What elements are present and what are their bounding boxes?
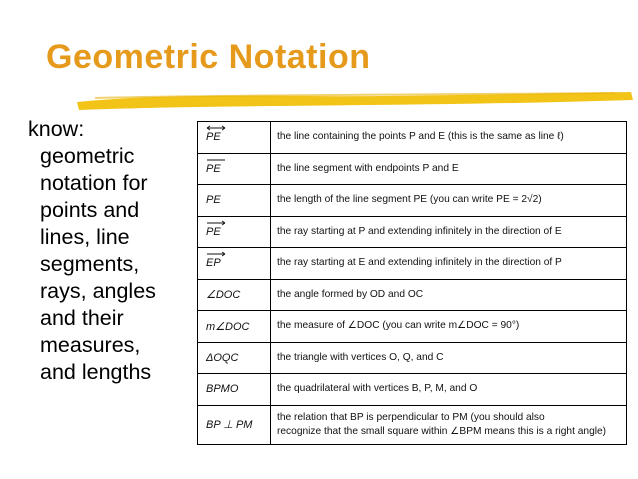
table-row	[198, 185, 627, 217]
table-row	[198, 342, 627, 374]
notation-definition: the length of the line segment PE (you can write PE = 2√2)	[271, 185, 627, 217]
notation-symbol: ∠DOC	[206, 289, 241, 302]
notation-definition: the measure of ∠DOC (you can write m∠DOC = 90°)	[271, 311, 627, 343]
notation-symbol: PE	[206, 131, 221, 143]
slide-title: Geometric Notation	[46, 38, 371, 76]
bullet-item: geometric notation for points and lines, line segments, rays, angles and their measures, and lengths	[40, 144, 156, 384]
notation-definition: the quadrilateral with vertices B, P, M, and O	[271, 374, 627, 406]
table-row	[198, 405, 627, 444]
notation-symbol: PE	[206, 162, 221, 175]
notation-definition: the relation that BP is perpendicular to PM (you should also recognize that the small square within ∠BPM means this is a right angle)	[271, 405, 627, 444]
notation-symbol-cell	[198, 122, 271, 154]
notation-symbol: PE	[206, 194, 221, 207]
title-underline-brushstroke	[75, 86, 635, 112]
notation-definition: the line segment with endpoints P and E	[271, 153, 627, 185]
table-row	[198, 122, 627, 154]
notation-symbol-cell	[198, 311, 271, 343]
table-row	[198, 279, 627, 311]
intro-text: know:	[28, 117, 85, 141]
notation-symbol: ΔOQC	[206, 351, 239, 364]
table-row	[198, 374, 627, 406]
bullet-text-block	[28, 116, 190, 386]
notation-definition: the line containing the points P and E (this is the same as line ℓ)	[271, 122, 627, 154]
notation-symbol-cell	[198, 279, 271, 311]
notation-symbol-cell	[198, 405, 271, 444]
table-row	[198, 248, 627, 280]
notation-table	[197, 121, 627, 445]
notation-symbol-cell	[198, 248, 271, 280]
table-row	[198, 153, 627, 185]
notation-definition: the ray starting at P and extending infinitely in the direction of E	[271, 216, 627, 248]
notation-definition: the triangle with vertices O, Q, and C	[271, 342, 627, 374]
table-row	[198, 216, 627, 248]
notation-symbol: BPMO	[206, 383, 239, 396]
notation-definition: the ray starting at E and extending infinitely in the direction of P	[271, 248, 627, 280]
notation-symbol-cell	[198, 185, 271, 217]
notation-symbol-cell	[198, 342, 271, 374]
notation-symbol: PE	[206, 226, 221, 238]
notation-definition: the angle formed by OD and OC	[271, 279, 627, 311]
notation-symbol-cell	[198, 216, 271, 248]
notation-symbol-cell	[198, 153, 271, 185]
notation-symbol: m∠DOC	[206, 320, 250, 333]
table-row	[198, 311, 627, 343]
notation-symbol: EP	[206, 257, 221, 269]
notation-symbol-cell	[198, 374, 271, 406]
notation-symbol: BP ⊥ PM	[206, 419, 253, 431]
